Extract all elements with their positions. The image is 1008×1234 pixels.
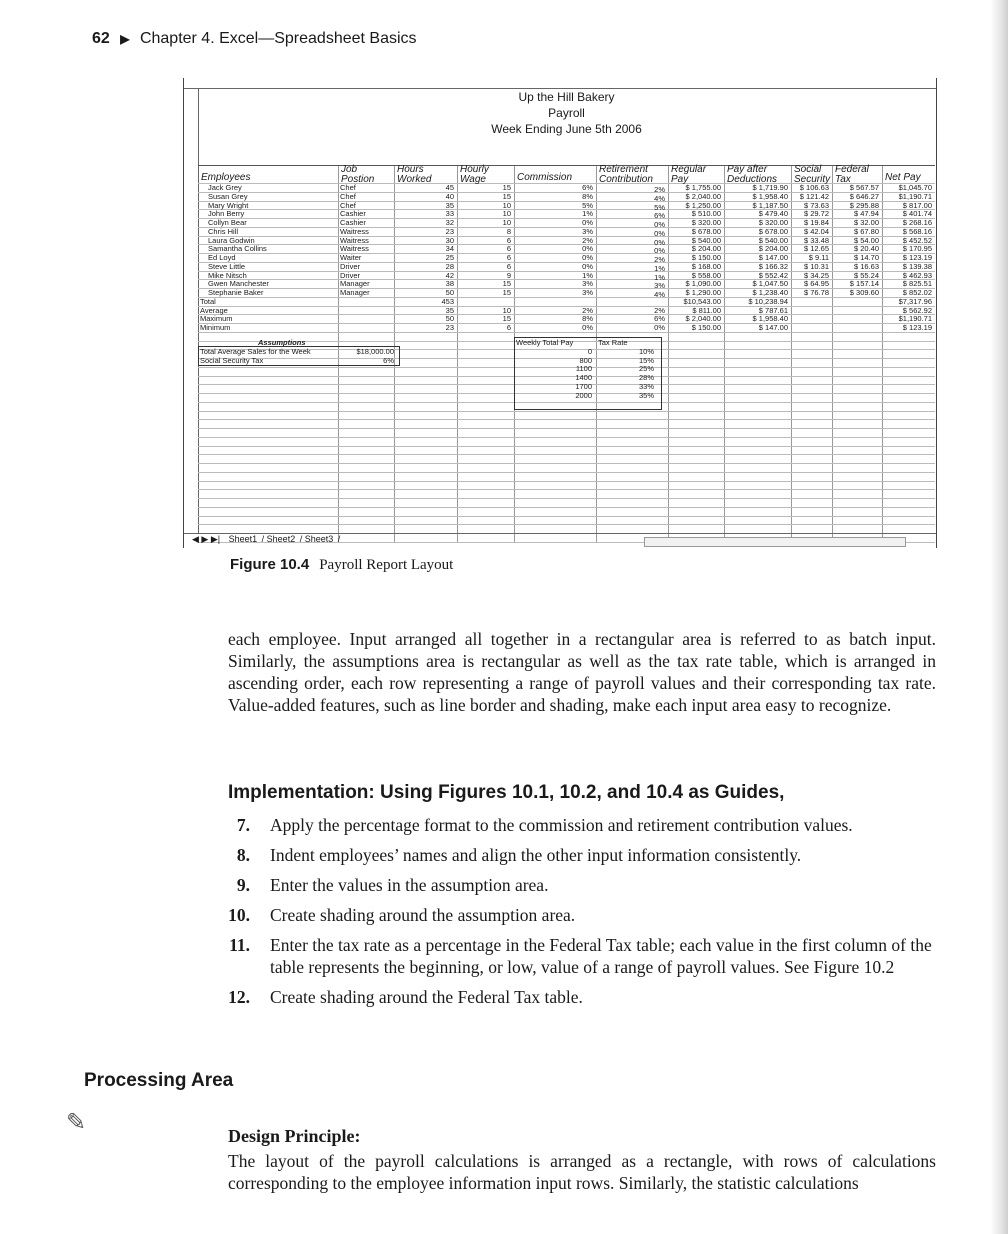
chapter-title: Chapter 4. Excel—Spreadsheet Basics: [139, 30, 417, 47]
summary-cell: $ 1,958.40: [752, 314, 788, 324]
table-cell: $ 1,187.50: [752, 200, 788, 210]
table-cell: 15: [502, 183, 511, 192]
table-cell: $ 1,290.00: [685, 288, 721, 297]
table-cell: $ 268.16: [902, 218, 932, 227]
table-cell: 35: [445, 200, 454, 210]
tax-rate: 10%: [638, 346, 654, 356]
table-cell: 0%: [582, 244, 593, 254]
page-number: 62: [92, 30, 110, 47]
table-cell: $ 678.00: [758, 226, 788, 236]
table-cell: 15: [502, 191, 511, 201]
column-header: Net Pay: [885, 172, 921, 183]
table-cell: $ 309.60: [849, 288, 879, 297]
row-divider: [198, 507, 935, 508]
table-cell: $ 510.00: [691, 209, 721, 219]
table-cell: 3%: [654, 281, 665, 291]
sheet-subtitle: Payroll: [548, 106, 585, 120]
table-cell: 0%: [654, 246, 665, 256]
table-cell: $ 106.63: [799, 183, 829, 192]
column-header: Social Security: [794, 164, 831, 185]
table-cell: $ 401.74: [902, 209, 932, 219]
summary-cell: $ 2,040.00: [685, 314, 721, 324]
table-cell: 8%: [582, 191, 593, 201]
implementation-steps: [220, 814, 936, 1016]
implementation-heading: Implementation: Using Figures 10.1, 10.2, and 10.4 as Guides,: [228, 782, 785, 803]
table-cell: 0%: [654, 237, 665, 247]
tax-threshold: 1100: [575, 364, 592, 374]
row-divider: [198, 454, 935, 455]
summary-cell: $ 10,238.94: [748, 296, 788, 306]
assumption-value: $18,000.00: [356, 346, 394, 356]
employee-name: Mary Wright: [208, 200, 249, 210]
table-cell: Waitress: [340, 244, 369, 254]
table-cell: $ 1,238.40: [752, 288, 788, 297]
sheet-week: Week Ending June 5th 2006: [491, 122, 642, 136]
summary-cell: $ 150.00: [691, 323, 721, 332]
table-cell: Waitress: [340, 226, 369, 236]
table-cell: 0%: [582, 253, 593, 262]
assumption-label: Total Average Sales for the Week: [200, 346, 311, 356]
summary-cell: 6%: [654, 314, 665, 324]
table-cell: $ 568.16: [902, 226, 932, 236]
table-cell: Driver: [340, 261, 360, 271]
row-headers: [184, 88, 199, 533]
tab-sheet2[interactable]: Sheet2: [266, 534, 296, 544]
tax-rate: 35%: [638, 390, 654, 400]
table-cell: $ 121.42: [799, 191, 829, 201]
table-cell: $ 16.63: [853, 261, 879, 271]
table-cell: 38: [445, 279, 454, 289]
table-cell: 5%: [654, 202, 665, 212]
summary-label: Average: [200, 305, 228, 315]
design-principle-title: Design Principle:: [228, 1126, 361, 1146]
table-cell: 6: [506, 261, 511, 271]
table-cell: $ 452.52: [902, 235, 932, 245]
table-cell: Chef: [340, 191, 356, 201]
employee-name: Mike Nitsch: [208, 270, 247, 280]
table-cell: $ 166.32: [758, 261, 788, 271]
table-cell: $ 150.00: [691, 253, 721, 262]
tax-table-header: Tax Rate: [598, 337, 628, 347]
step-item: 9. Enter the values in the assumption area.: [236, 875, 549, 895]
table-cell: $ 320.00: [691, 218, 721, 227]
table-cell: $ 1,719.90: [752, 183, 788, 192]
step-item: 11. Enter the tax rate as a percentage in the Federal Tax table; each value in the first column of the table represents the beginning, or low, value of a range of payroll values. See Figure 10.2: [229, 935, 932, 977]
design-principle-text: The layout of the payroll calculations is arranged as a rectangle, with rows of calculations corresponding to the employee information input rows. Similarly, the statistic calculations: [228, 1151, 936, 1193]
table-cell: 0%: [654, 228, 665, 238]
summary-cell: 50: [445, 314, 454, 324]
summary-cell: 2%: [654, 305, 665, 315]
table-cell: 6: [506, 244, 511, 254]
table-cell: 5%: [582, 200, 593, 210]
table-cell: $ 462.93: [902, 270, 932, 280]
table-cell: 34: [445, 244, 454, 254]
column-header: Regular Pay: [671, 164, 707, 185]
row-divider: [198, 446, 935, 447]
summary-cell: 10: [502, 305, 511, 315]
table-cell: 4%: [654, 290, 665, 299]
table-cell: 0%: [654, 220, 665, 229]
figure-text: Payroll Report Layout: [319, 557, 454, 573]
table-cell: 2%: [654, 255, 665, 264]
table-cell: 2%: [582, 235, 593, 245]
assumptions-heading: Assumptions: [258, 337, 306, 347]
column-header: Federal Tax: [835, 164, 869, 185]
table-cell: $ 1,958.40: [752, 191, 788, 201]
table-cell: $ 646.27: [849, 191, 879, 201]
sheet-title: Up the Hill Bakery: [518, 90, 615, 104]
table-cell: $ 64.95: [803, 279, 829, 289]
summary-cell: 8%: [582, 314, 593, 324]
table-cell: 9: [506, 270, 511, 280]
row-divider: [198, 437, 935, 438]
employee-name: Steve Little: [208, 261, 246, 271]
table-cell: $ 2,040.00: [685, 191, 721, 201]
table-cell: $ 1,250.00: [685, 200, 721, 210]
employee-name: Gwen Manchester: [208, 279, 269, 289]
table-cell: $ 157.14: [849, 279, 879, 289]
tax-threshold: 800: [579, 355, 592, 365]
step-item: 7. Apply the percentage format to the commission and retirement contribution values.: [236, 815, 853, 835]
tax-threshold: 1400: [575, 373, 592, 382]
row-divider: [198, 411, 935, 412]
table-cell: $ 295.88: [849, 200, 879, 210]
table-cell: $ 54.00: [853, 235, 879, 245]
summary-label: Minimum: [200, 323, 231, 332]
summary-cell: $1,190.71: [898, 314, 932, 324]
table-cell: $1,190.71: [898, 191, 932, 201]
table-cell: 1%: [654, 272, 665, 282]
summary-cell: 0%: [654, 323, 665, 332]
table-cell: Cashier: [340, 218, 366, 227]
row-divider: [198, 419, 935, 420]
summary-cell: $7,317.96: [898, 296, 932, 306]
summary-cell: 23: [445, 323, 454, 332]
table-cell: 15: [502, 288, 511, 297]
table-cell: $ 32.00: [853, 218, 879, 227]
table-cell: 6: [506, 253, 511, 262]
column-header: Employees: [201, 172, 251, 183]
table-cell: 33: [445, 209, 454, 219]
table-cell: 1%: [582, 209, 593, 219]
sheet-tab-bar: ◀ ▶ ▶| Sheet1 / Sheet2 / Sheet3 /: [184, 533, 936, 548]
tax-table-header: Weekly Total Pay: [516, 337, 574, 347]
table-cell: 6%: [582, 183, 593, 192]
summary-cell: $10,543.00: [683, 296, 721, 306]
pencil-icon: ✎: [66, 1110, 87, 1136]
table-cell: $ 852.02: [902, 288, 932, 297]
table-cell: $ 320.00: [758, 218, 788, 227]
scan-edge: [990, 0, 1008, 1234]
column-divider: [791, 165, 792, 543]
table-cell: 4%: [654, 193, 665, 203]
table-cell: $ 9.11: [808, 253, 829, 262]
step-item: 12. Create shading around the Federal Tax table.: [228, 987, 583, 1007]
column-ruler: [184, 78, 936, 89]
employee-name: Jack Grey: [208, 183, 242, 192]
row-divider: [198, 428, 935, 429]
table-cell: Cashier: [340, 209, 366, 219]
employee-name: Samantha Collins: [208, 244, 267, 254]
table-cell: 3%: [582, 279, 593, 289]
table-cell: $ 147.00: [758, 253, 788, 262]
table-cell: $ 567.57: [849, 183, 879, 192]
employee-name: Susan Grey: [208, 191, 248, 201]
tax-table-box: [514, 337, 662, 410]
table-cell: $1,045.70: [898, 183, 932, 192]
table-cell: $ 55.24: [853, 270, 879, 280]
table-cell: $ 19.84: [803, 218, 829, 227]
row-divider: [198, 516, 935, 517]
tax-rate: 15%: [638, 355, 654, 365]
row-divider: [198, 463, 935, 464]
table-cell: 3%: [582, 226, 593, 236]
table-cell: $ 170.95: [902, 244, 932, 254]
tax-rate: 28%: [638, 373, 654, 382]
summary-cell: 453: [441, 296, 454, 306]
summary-cell: $ 811.00: [692, 305, 721, 315]
table-cell: $ 479.40: [758, 209, 788, 219]
employee-name: John Berry: [208, 209, 245, 219]
payroll-spreadsheet: [183, 78, 937, 548]
horizontal-scrollbar[interactable]: [644, 537, 906, 547]
table-cell: Manager: [340, 279, 370, 289]
table-cell: 1%: [654, 263, 665, 273]
summary-cell: 35: [445, 305, 454, 315]
employee-name: Stephanie Baker: [208, 288, 264, 297]
employee-name: Chris Hill: [208, 226, 238, 236]
summary-label: Maximum: [200, 314, 233, 324]
tax-threshold: 2000: [575, 390, 592, 400]
column-divider: [882, 165, 883, 543]
table-cell: Waitress: [340, 235, 369, 245]
processing-area-heading: Processing Area: [84, 1070, 234, 1091]
assumptions-box: [198, 346, 400, 367]
table-cell: 28: [445, 261, 454, 271]
row-divider: [198, 481, 935, 482]
tab-sheet1[interactable]: Sheet1: [228, 534, 258, 544]
column-header: Job Postion: [341, 164, 375, 185]
table-cell: $ 540.00: [691, 235, 721, 245]
row-divider: [198, 489, 935, 490]
employee-name: Collyn Bear: [208, 218, 247, 227]
table-cell: $ 817.00: [902, 200, 932, 210]
table-cell: Waiter: [340, 253, 362, 262]
table-cell: $ 47.94: [853, 209, 879, 219]
row-divider: [198, 472, 935, 473]
table-cell: $ 10.31: [803, 261, 829, 271]
employee-name: Laura Godwin: [208, 235, 255, 245]
assumption-label: Social Security Tax: [200, 355, 264, 365]
table-cell: 10: [502, 209, 511, 219]
table-cell: $ 552.42: [758, 270, 788, 280]
table-cell: $ 540.00: [758, 235, 788, 245]
tab-sheet3[interactable]: Sheet3: [304, 534, 334, 544]
summary-cell: 15: [502, 314, 511, 324]
table-cell: $ 76.78: [803, 288, 829, 297]
table-cell: $ 34.25: [803, 270, 829, 280]
table-cell: $ 29.72: [803, 209, 829, 219]
table-cell: Chef: [340, 200, 356, 210]
table-cell: 1%: [582, 270, 593, 280]
row-divider: [198, 498, 935, 499]
page-header: [92, 30, 417, 48]
table-cell: 2%: [654, 185, 665, 194]
figure-label: Figure 10.4: [230, 556, 310, 573]
table-cell: $ 678.00: [691, 226, 721, 236]
table-cell: $ 825.51: [902, 279, 932, 289]
column-header: Retirement Contribution: [599, 164, 653, 185]
assumption-value: 6%: [383, 355, 394, 365]
table-cell: 10: [502, 200, 511, 210]
row-divider: [198, 524, 935, 525]
summary-cell: $ 123.19: [902, 323, 932, 332]
column-header: Pay after Deductions: [727, 164, 778, 185]
tax-threshold: 0: [587, 346, 592, 356]
table-cell: $ 20.40: [853, 244, 879, 254]
table-cell: $ 14.70: [853, 253, 879, 262]
table-cell: 6: [506, 235, 511, 245]
table-cell: 25: [445, 253, 454, 262]
tax-rate: 33%: [638, 381, 654, 391]
column-header: Hourly Wage: [460, 164, 489, 185]
table-cell: $ 123.19: [902, 253, 932, 262]
table-cell: 32: [445, 218, 454, 227]
summary-cell: 2%: [582, 305, 593, 315]
table-cell: 45: [445, 183, 454, 192]
column-header: Hours Worked: [397, 164, 432, 185]
tax-threshold: 1700: [575, 381, 592, 391]
body-paragraph: each employee. Input arranged all together in a rectangular area is referred to as batch input. Similarly, the assumptions area is rectangular as well as the tax rate table, which is arranged in ascending order, each row representing a range of payroll values and their corresponding tax rate. Value-added features, such as line border and shading, make each input area easy to recognize.: [228, 629, 936, 715]
summary-cell: $ 562.92: [902, 305, 932, 315]
table-cell: 15: [502, 279, 511, 289]
table-cell: $ 33.48: [803, 235, 829, 245]
column-divider: [457, 165, 458, 543]
table-cell: 3%: [582, 288, 593, 297]
table-cell: $ 1,755.00: [685, 183, 721, 192]
column-divider: [832, 165, 833, 543]
step-item: 10. Create shading around the assumption area.: [228, 905, 576, 925]
table-cell: 23: [445, 226, 454, 236]
table-cell: $ 204.00: [758, 244, 788, 254]
table-cell: $ 42.04: [803, 226, 829, 236]
table-cell: 30: [445, 235, 454, 245]
summary-label: Total: [200, 296, 216, 306]
table-cell: 42: [445, 270, 454, 280]
table-cell: $ 204.00: [691, 244, 721, 254]
summary-cell: $ 147.00: [758, 323, 788, 332]
summary-cell: 0%: [582, 323, 593, 332]
play-arrow-icon: ▶: [120, 32, 130, 46]
table-cell: $ 1,090.00: [685, 279, 721, 289]
tax-rate: 25%: [638, 364, 654, 374]
table-cell: Manager: [340, 288, 370, 297]
table-cell: 40: [445, 191, 454, 201]
column-divider: [668, 165, 669, 543]
table-cell: $ 139.38: [902, 261, 932, 271]
table-cell: 0%: [582, 261, 593, 271]
table-cell: 50: [445, 288, 454, 297]
table-cell: 0%: [582, 218, 593, 227]
table-cell: $ 67.80: [853, 226, 879, 236]
table-cell: 8: [506, 226, 511, 236]
table-cell: $ 1,047.50: [752, 279, 788, 289]
employee-name: Ed Loyd: [208, 253, 236, 262]
figure-caption: [230, 556, 453, 574]
table-cell: $ 558.00: [691, 270, 721, 280]
summary-cell: 6: [506, 323, 511, 332]
summary-cell: $ 787.61: [758, 305, 788, 315]
tab-nav-icon[interactable]: ◀ ▶ ▶|: [192, 534, 221, 544]
table-cell: $ 168.00: [691, 261, 721, 271]
column-divider: [724, 165, 725, 543]
table-cell: $ 12.65: [803, 244, 829, 254]
column-header: Commission: [517, 172, 573, 183]
table-cell: 10: [502, 218, 511, 227]
table-cell: 6%: [654, 211, 665, 221]
table-cell: $ 73.63: [803, 200, 829, 210]
table-cell: Chef: [340, 183, 356, 192]
table-cell: Driver: [340, 270, 360, 280]
step-item: 8. Indent employees’ names and align the other input information consistently.: [236, 845, 802, 865]
